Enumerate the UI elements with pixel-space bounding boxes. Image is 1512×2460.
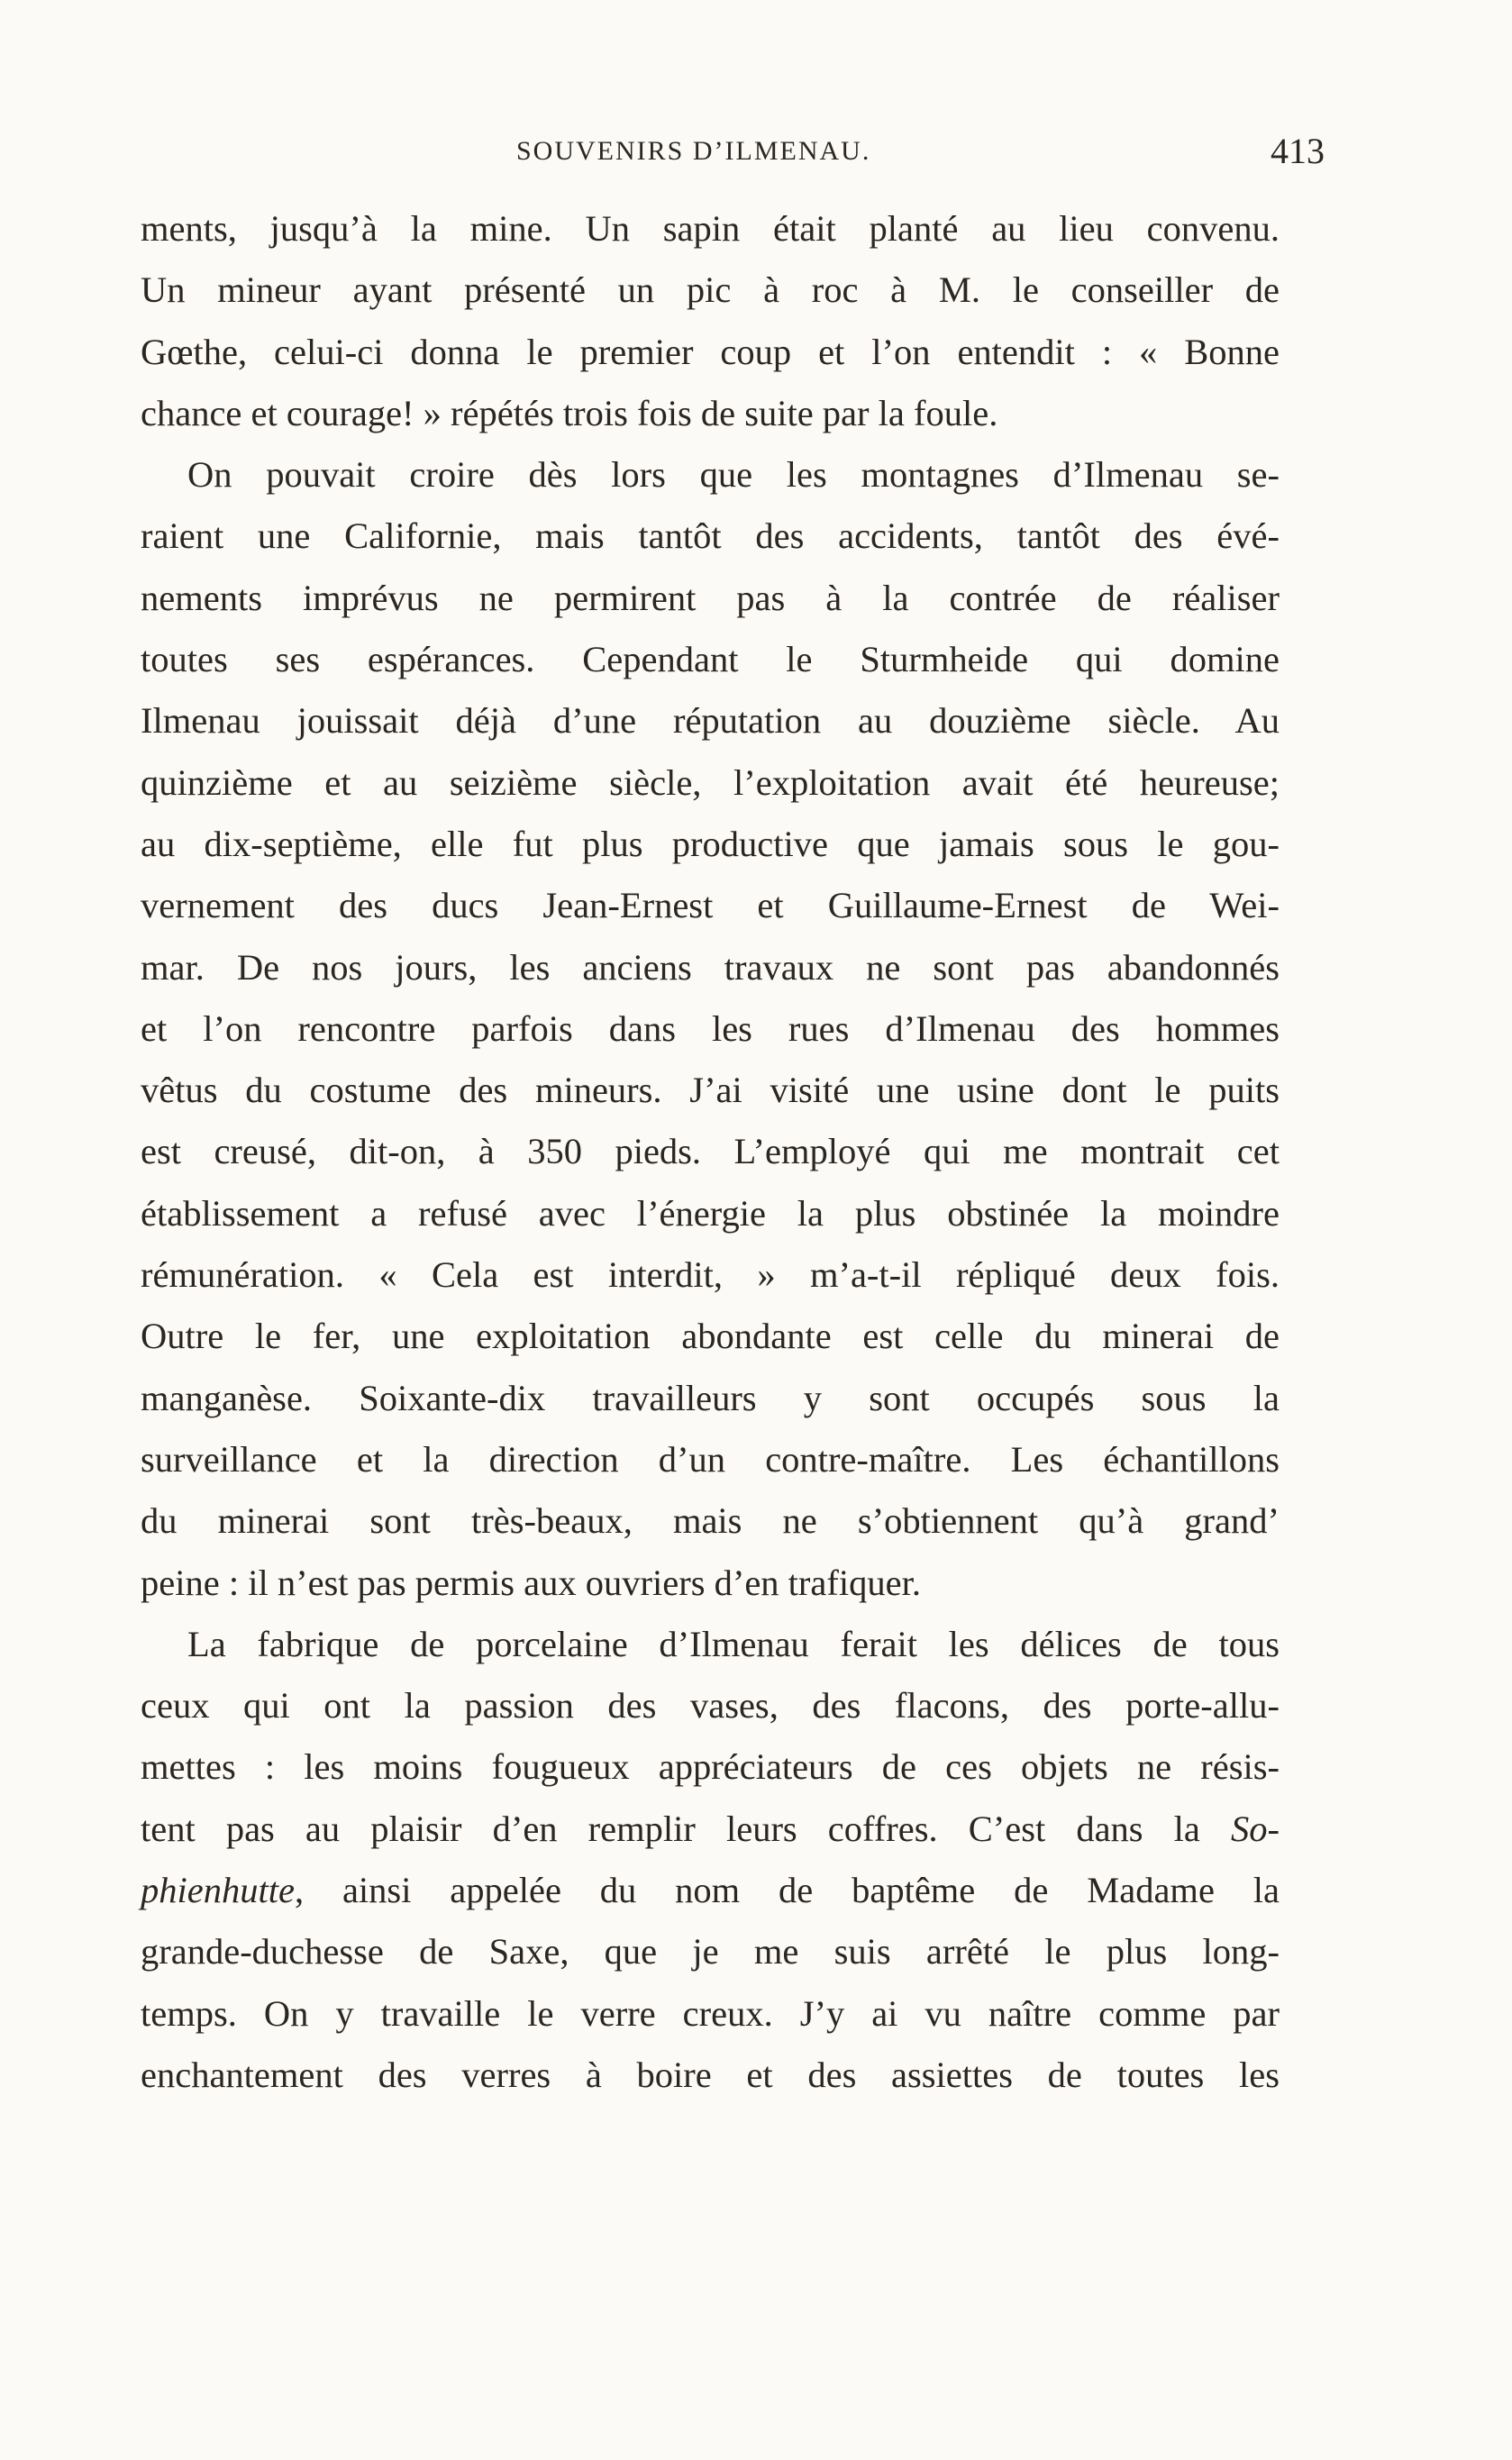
italic-word: phienhutte xyxy=(141,1870,295,1911)
text-line: toutes ses espérances. Cependant le Sturmheide qui domine xyxy=(141,639,1280,680)
text-line: au dix-septième, elle fut plus productive que jamais sous le gou- xyxy=(141,823,1280,864)
text-line: peine : il n’est pas permis aux ouvriers d’en trafiquer. xyxy=(141,1562,921,1603)
text-line: vernement des ducs Jean-Ernest et Guillaume-Ernest de Wei- xyxy=(141,885,1280,926)
text-line: vêtus du costume des mineurs. J’ai visité une usine dont le puits xyxy=(141,1070,1280,1111)
italic-word: So- xyxy=(1231,1808,1280,1849)
text-line: Ilmenau jouissait déjà d’une réputation au douzième siècle. Au xyxy=(141,700,1280,742)
text-line: quinzième et au seizième siècle, l’exploitation avait été heureuse; xyxy=(141,761,1280,803)
text-line: La fabrique de porcelaine d’Ilmenau ferait les délices de tous xyxy=(187,1623,1280,1664)
text-line: rémunération. « Cela est interdit, » m’a-t-il répliqué deux fois. xyxy=(141,1254,1280,1296)
text-line: Gœthe, celui-ci donna le premier coup et l’on entendit : « Bonne xyxy=(141,331,1280,372)
running-head xyxy=(0,124,1512,178)
line-text: tent pas au plaisir d’en remplir leurs coffres. C’est dans la xyxy=(141,1808,1200,1849)
text-line: On pouvait croire dès lors que les montagnes d’Ilmenau se- xyxy=(187,454,1280,496)
text-line: ments, jusqu’à la mine. Un sapin était planté au lieu convenu. xyxy=(141,208,1280,249)
text-line: ceux qui ont la passion des vases, des flacons, des porte-allu- xyxy=(141,1685,1280,1727)
text-line: enchantement des verres à boire et des assiettes de toutes les xyxy=(141,2054,1280,2095)
text-line: temps. On y travaille le verre creux. J’y ai vu naître comme par xyxy=(141,1992,1280,2034)
line-text: , ainsi appelée du nom de baptême de Madame la xyxy=(294,1870,1280,1911)
text-line: est creusé, dit-on, à 350 pieds. L’employé qui me montrait cet xyxy=(141,1131,1280,1172)
text-line: du minerai sont très-beaux, mais ne s’obtiennent qu’à grand’ xyxy=(141,1500,1280,1542)
text-line: chance et courage! » répétés trois fois de suite par la foule. xyxy=(141,392,998,433)
text-line: Outre le fer, une exploitation abondante est celle du minerai de xyxy=(141,1316,1280,1357)
body-text xyxy=(141,198,1280,2106)
text-line: mettes : les moins fougueux appréciateurs de ces objets ne résis- xyxy=(141,1746,1280,1788)
text-line xyxy=(141,1799,1280,1860)
text-line: raient une Californie, mais tantôt des accidents, tantôt des évé- xyxy=(141,515,1280,557)
text-line: surveillance et la direction d’un contre-maître. Les échantillons xyxy=(141,1438,1280,1480)
text-line: mar. De nos jours, les anciens travaux ne sont pas abandonnés xyxy=(141,946,1280,988)
running-title: SOUVENIRS D’ILMENAU. xyxy=(516,136,871,166)
page-number: 413 xyxy=(1271,131,1325,171)
text-line: et l’on rencontre parfois dans les rues d’Ilmenau des hommes xyxy=(141,1007,1280,1049)
text-line: grande-duchesse de Saxe, que je me suis arrêté le plus long- xyxy=(141,1931,1280,1973)
text-line: nements imprévus ne permirent pas à la contrée de réaliser xyxy=(141,577,1280,618)
text-line: établissement a refusé avec l’énergie la plus obstinée la moindre xyxy=(141,1192,1280,1234)
text-line: Un mineur ayant présenté un pic à roc à M. le conseiller de xyxy=(141,269,1280,311)
text-line xyxy=(141,1860,1280,1921)
text-line: manganèse. Soixante-dix travailleurs y sont occupés sous la xyxy=(141,1377,1280,1418)
